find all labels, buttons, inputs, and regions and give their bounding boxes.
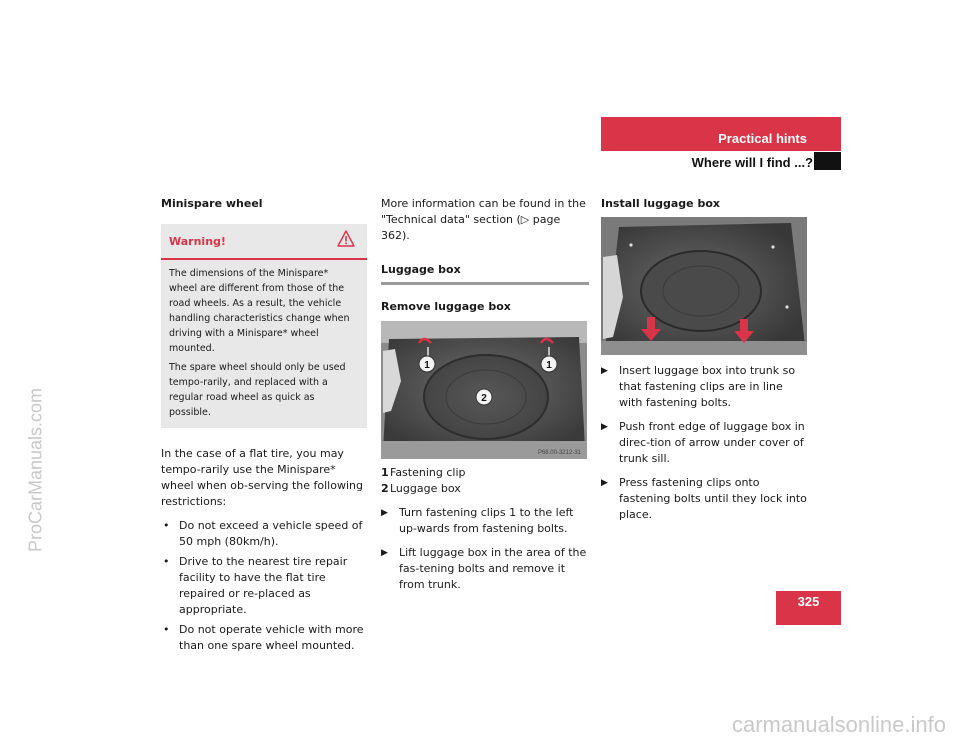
heading-install-luggage-box: Install luggage box: [601, 197, 720, 210]
warning-triangle-icon: [337, 230, 355, 252]
list-item: ▶ Press fastening clips onto fastening bolts until they lock into place.: [601, 476, 807, 521]
list-item: • Do not exceed a vehicle speed of 50 mph (80km/h).: [163, 519, 363, 548]
section-marker: [814, 152, 841, 170]
callout-luggage-box: [476, 389, 492, 405]
column-luggage-install: [601, 196, 809, 523]
svg-text:1: 1: [424, 360, 430, 371]
list-item: 2Luggage box: [381, 482, 461, 495]
svg-text:2: 2: [481, 393, 487, 404]
section-luggage-box: Luggage box: [381, 262, 589, 285]
column-luggage-remove: [381, 196, 589, 593]
chapter-title: Practical hints: [718, 131, 807, 146]
callout-fastening-clip-right: [541, 356, 557, 372]
remove-steps: [381, 505, 589, 593]
warning-text-2: The spare wheel should only be used tempo-rarily, and replaced with a regular road wheel as quick as possible.: [169, 362, 346, 418]
watermark-carmanualsonline: carmanualsonline.info: [731, 712, 946, 737]
list-item: 1Fastening clip: [381, 466, 466, 479]
list-item: • Drive to the nearest tire repair facility to have the flat tire repaired or re-placed as appropriate.: [163, 555, 348, 616]
column-minispare: [161, 196, 369, 658]
watermark-procarmanuals: ProCarManuals.com: [25, 387, 46, 553]
install-steps: [601, 363, 809, 523]
figure-remove-luggage-box: [381, 321, 587, 459]
svg-text:1: 1: [546, 360, 552, 371]
warning-title: Warning!: [169, 235, 226, 248]
figure-legend: [381, 465, 589, 497]
list-item: ▶ Lift luggage box in the area of the fas-tening bolts and remove it from trunk.: [381, 546, 587, 591]
figure-install-luggage-box: [601, 217, 807, 355]
heading-minispare: Minispare wheel: [161, 197, 263, 210]
list-item: ▶ Insert luggage box into trunk so that fastening clips are in line with fastening bolts.: [601, 364, 796, 409]
list-item: ▶ Turn fastening clips 1 to the left up-wards from fastening bolts.: [381, 506, 574, 535]
figure-code: P68.00-3212-31: [537, 450, 581, 456]
section-title: Where will I find ...?: [691, 155, 813, 170]
warning-text-1: The dimensions of the Minispare* wheel are different from those of the road wheels. As a result, the vehicle handling characteristics change when driving with a Minispare* wheel mounted.: [169, 268, 350, 354]
heading-remove-luggage-box: Remove luggage box: [381, 300, 511, 313]
minispare-intro: In the case of a flat tire, you may tempo-rarily use the Minispare* wheel when ob-serving the following restrictions:: [161, 447, 363, 508]
callout-fastening-clip-left: [419, 356, 435, 372]
chapter-header-bar: [601, 117, 841, 151]
more-info-text: More information can be found in the "Technical data" section (▷ page 362).: [381, 197, 586, 242]
list-item: • Do not operate vehicle with more than one spare wheel mounted.: [163, 623, 364, 652]
warning-box: [161, 224, 367, 428]
restriction-list: [161, 518, 369, 654]
page-number: 325: [776, 591, 841, 625]
list-item: ▶ Push front edge of luggage box in direc-tion of arrow under cover of trunk sill.: [601, 420, 805, 465]
